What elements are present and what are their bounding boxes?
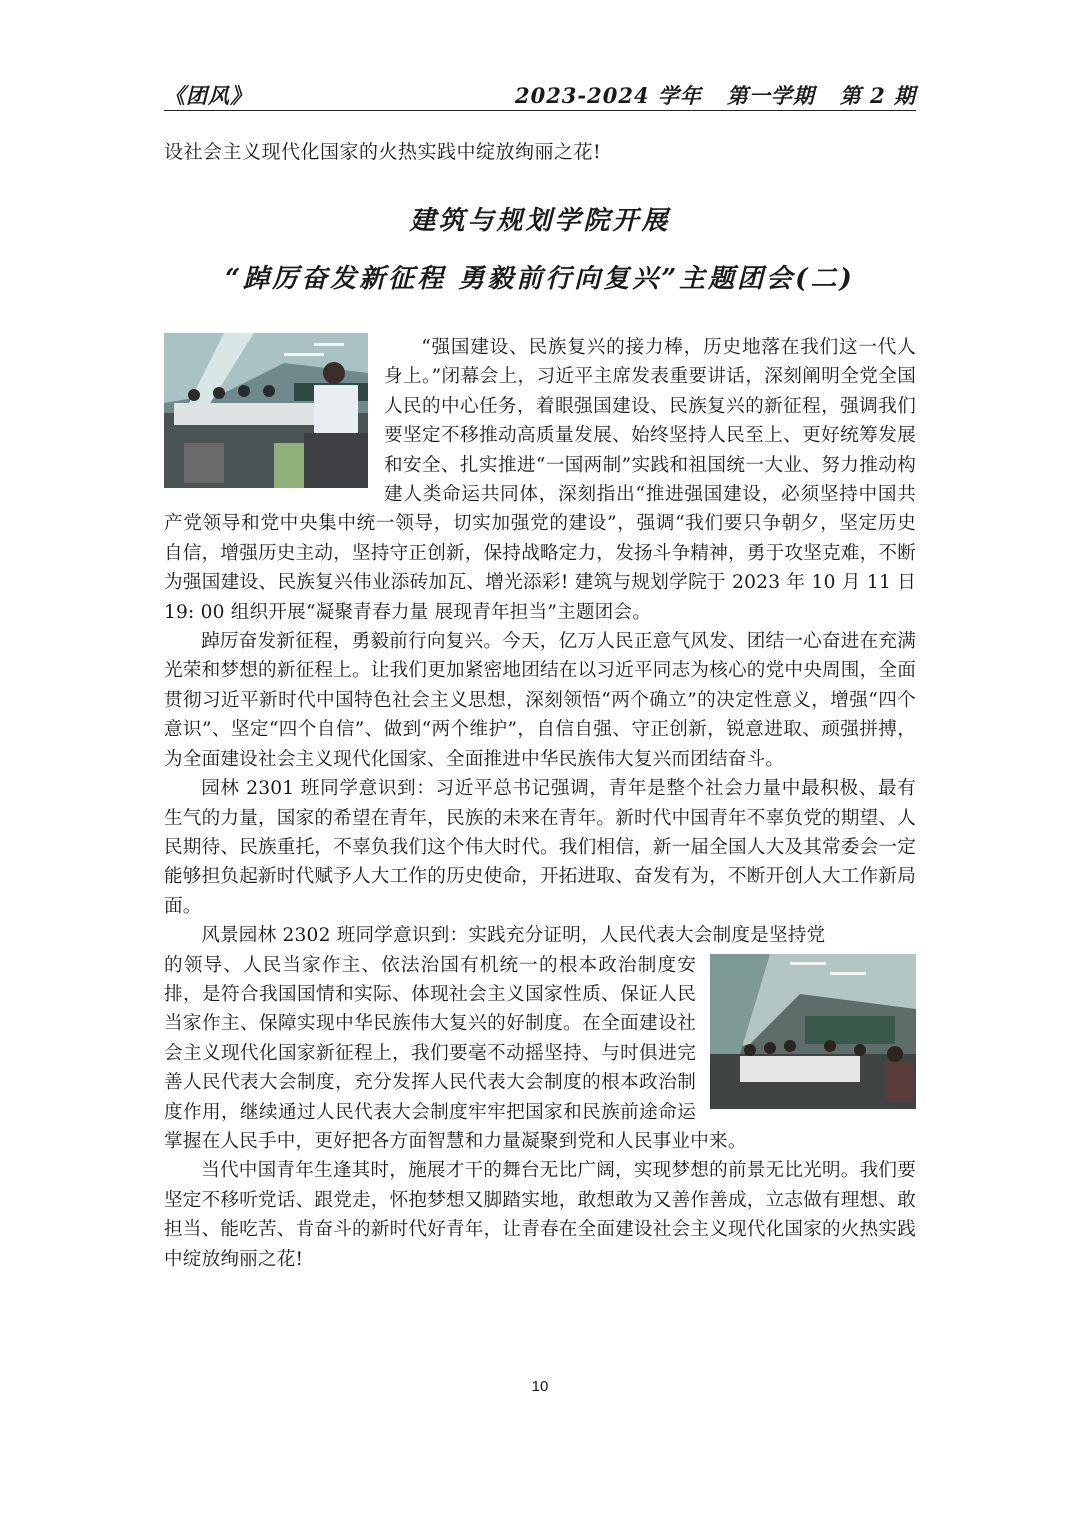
- issue-info: 2023-2024 学年 第一学期 第 2 期: [514, 83, 916, 108]
- page-number: 10: [531, 1378, 549, 1395]
- meeting-photo-2: [710, 954, 916, 1109]
- meeting-photo-1: [164, 333, 368, 488]
- paragraph-3: 园林 2301 班同学意识到：习近平总书记强调，青年是整个社会力量中最积极、最有生气的力量，国家的希望在青年，民族的未来在青年。新时代中国青年不辜负党的期望、人民期待、民族重托，不辜负我们这个伟大时代。我们相信，新一届全国人大及其常委会一定能够担负起新时代赋予人大工作的历史使命，开拓进取、奋发有为，不断开创人大工作新局面。: [164, 778, 916, 917]
- paragraph-2: 踔厉奋发新征程，勇毅前行向复兴。今天，亿万人民正意气风发、团结一心奋进在充满光荣和梦想的新征程上。让我们更加紧密地团结在以习近平同志为核心的党中央周围，全面贯彻习近平新时代中国特色社会主义思想，深刻领悟“两个确立”的决定性意义，增强“四个意识”、坚定“四个自信”、做到“两个维护”，自信自强、守正创新，锐意进取、顽强拼搏，为全面建设社会主义现代化国家、全面推进中华民族伟大复兴而团结奋斗。: [164, 631, 916, 770]
- paragraph-4-continued: 的领导、人民当家作主、依法治国有机统一的根本政治制度安排，是符合我国国情和实际、体现社会主义国家性质、保证人民当家作主、保障实现中华民族伟大复兴的好制度。在全面建设社会主义现代化国家新征程上，我们要毫不动摇坚持、与时俱进完善人民代表大会制度，充分发挥人民代表大会制度的根本政治制度作用，继续通过人民代表大会制度牢牢把国家和民族前途命运掌握在人民手中，更好把各方面智慧和力量凝聚到党和人民事业中来。: [164, 954, 747, 1152]
- journal-name: 《团风》: [164, 83, 252, 108]
- header-divider: [164, 110, 916, 111]
- article-body: [164, 333, 916, 1274]
- paragraph-4-first-line: 风景园林 2302 班同学意识到：实践充分证明，人民代表大会制度是坚持党: [201, 925, 826, 947]
- article-subtitle: “踔厉奋发新征程 勇毅前行向复兴”主题团会(二): [225, 264, 855, 294]
- paragraph-5: 当代中国青年生逢其时，施展才干的舞台无比广阔，实现梦想的前景无比光明。我们要坚定不移听党话、跟党走，怀抱梦想又脚踏实地，敢想敢为又善作善成，立志做有理想、敢担当、能吃苦、肯奋斗的新时代好青年，让青春在全面建设社会主义现代化国家的火热实践中绽放绚丽之花!: [164, 1160, 916, 1270]
- paragraph-1: “强国建设、民族复兴的接力棒，历史地落在我们这一代人身上。”闭幕会上，习近平主席发表重要讲话，深刻阐明全党全国人民的中心任务，着眼强国建设、民族复兴的新征程，强调我们要坚定不移推动高质量发展、始终坚持人民至上、更好统筹发展和安全、扎实推进“一国两制”实践和祖国统一大业、努力推动构建人类命运共同体，深刻指出“推进强国建设，必须坚持中国共产党领导和党中央集中统一领导，切实加强党的建设”，强调“我们要只争朝夕，坚定历史自信，增强历史主动，坚持守正创新，保持战略定力，发扬斗争精神，勇于攻坚克难，不断为强国建设、民族复兴伟业添砖加瓦、增光添彩! 建筑与规划学院于 2023 年 10 月 11 日 19: 00 组织开展“凝聚青春力量 展现青年担当”主题团会。: [164, 337, 916, 623]
- article-title: 建筑与规划学院开展: [409, 206, 671, 236]
- continued-text-line: 设社会主义现代化国家的火热实践中绽放绚丽之花!: [164, 141, 602, 163]
